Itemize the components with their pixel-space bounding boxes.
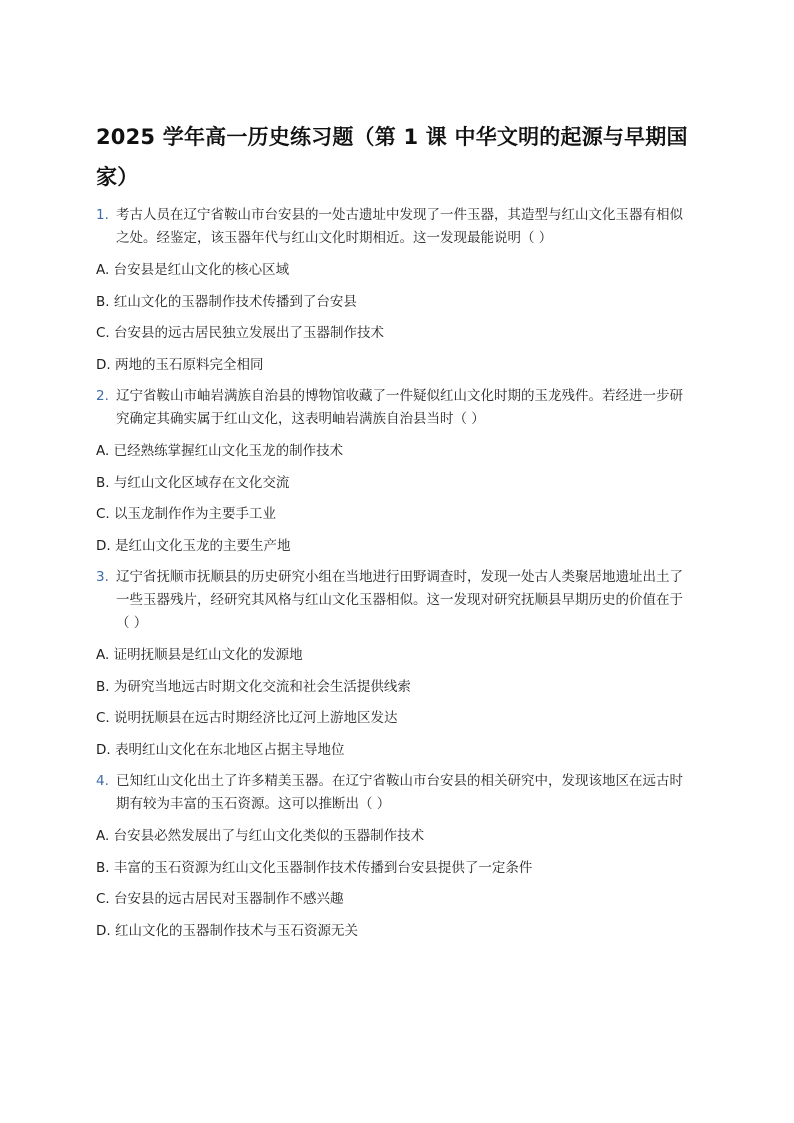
option-a: A. 台安县必然发展出了与红山文化类似的玉器制作技术	[96, 828, 425, 844]
question-number: 2.	[96, 388, 109, 404]
question-3	[96, 566, 696, 762]
option-d: D. 红山文化的玉器制作技术与玉石资源无关	[96, 922, 358, 939]
question-text: 已知红山文化出土了许多精美玉器。在辽宁省鞍山市台安县的相关研究中，发现该地区在远古时期有较为丰富的玉石资源。这可以推断出（ ）	[116, 773, 683, 812]
question-1	[96, 204, 696, 377]
option-c: C. 台安县的远古居民对玉器制作不感兴趣	[96, 891, 344, 907]
question-text: 考古人员在辽宁省鞍山市台安县的一处古遗址中发现了一件玉器，其造型与红山文化玉器有相似之处。经鉴定，该玉器年代与红山文化时期相近。这一发现最能说明（ ）	[116, 207, 683, 246]
option-c: C. 以玉龙制作作为主要手工业	[96, 506, 277, 522]
option-a: A. 已经熟练掌握红山文化玉龙的制作技术	[96, 443, 344, 459]
option-a: A. 证明抚顺县是红山文化的发源地	[96, 647, 303, 663]
question-list	[96, 204, 696, 951]
option-c: C. 台安县的远古居民独立发展出了玉器制作技术	[96, 325, 385, 341]
question-stem	[96, 566, 696, 635]
option-d: D. 两地的玉石原料完全相同	[96, 356, 264, 373]
question-stem	[96, 204, 696, 250]
option-d: D. 是红山文化玉龙的主要生产地	[96, 537, 291, 554]
question-number: 1.	[96, 207, 109, 223]
question-stem	[96, 770, 696, 816]
document-title: 2025 学年高一历史练习题（第 1 课 中华文明的起源与早期国家）	[96, 125, 688, 189]
option-a: A. 台安县是红山文化的核心区域	[96, 262, 290, 278]
question-number: 4.	[96, 773, 109, 789]
question-4	[96, 770, 696, 943]
question-text: 辽宁省抚顺市抚顺县的历史研究小组在当地进行田野调查时，发现一处古人类聚居地遗址出土了一些玉器残片，经研究其风格与红山文化玉器相似。这一发现对研究抚顺县早期历史的价值在于（ ）	[116, 569, 683, 631]
question-2	[96, 385, 696, 558]
option-b: B. 为研究当地远古时期文化交流和社会生活提供线索	[96, 678, 411, 695]
question-number: 3.	[96, 569, 109, 585]
option-b: B. 与红山文化区域存在文化交流	[96, 474, 290, 491]
option-b: B. 红山文化的玉器制作技术传播到了台安县	[96, 293, 357, 310]
question-text: 辽宁省鞍山市岫岩满族自治县的博物馆收藏了一件疑似红山文化时期的玉龙残件。若经进一步研究确定其确实属于红山文化，这表明岫岩满族自治县当时（ ）	[116, 388, 683, 427]
question-stem	[96, 385, 696, 431]
option-d: D. 表明红山文化在东北地区占据主导地位	[96, 741, 345, 758]
option-c: C. 说明抚顺县在远古时期经济比辽河上游地区发达	[96, 710, 398, 726]
option-b: B. 丰富的玉石资源为红山文化玉器制作技术传播到台安县提供了一定条件	[96, 859, 533, 876]
